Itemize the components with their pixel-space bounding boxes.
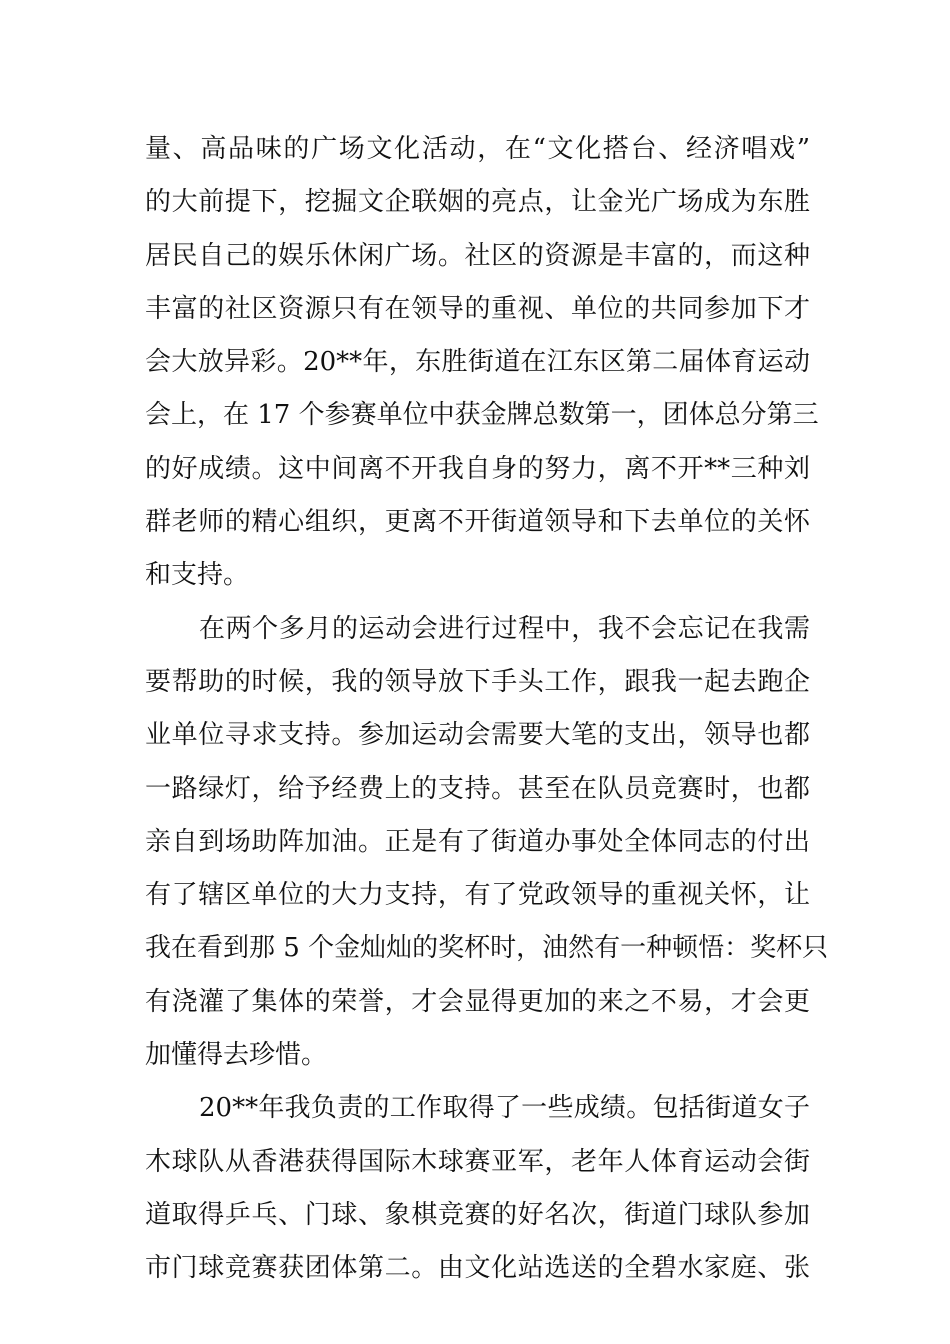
paragraph-first-line: 在两个多月的运动会进行过程中，我不会忘记在我需 — [199, 613, 810, 644]
text-line: 的大前提下，挖掘文企联姻的亮点，让金光广场成为东胜 — [145, 187, 810, 218]
text-line: 木球队从香港获得国际木球赛亚军，老年人体育运动会街 — [145, 1146, 810, 1177]
document-body — [145, 123, 829, 1296]
text-line: 市门球竞赛获团体第二。由文化站选送的全碧水家庭、张 — [145, 1253, 810, 1284]
text-line: 会大放异彩。20**年，东胜街道在江东区第二届体育运动 — [145, 347, 810, 378]
text-line: 会上，在 17 个参赛单位中获金牌总数第一，团体总分第三 — [145, 400, 819, 431]
text-line: 居民自己的娱乐休闲广场。社区的资源是丰富的，而这种 — [145, 240, 810, 271]
text-line: 业单位寻求支持。参加运动会需要大笔的支出，领导也都 — [145, 720, 810, 751]
text-line: 有浇灌了集体的荣誉，才会显得更加的来之不易，才会更 — [145, 986, 810, 1017]
text-line: 要帮助的时候，我的领导放下手头工作，跟我一起去跑企 — [145, 666, 810, 697]
text-line: 亲自到场助阵加油。正是有了街道办事处全体同志的付出 — [145, 826, 810, 857]
text-line: 量、高品味的广场文化活动，在“文化搭台、经济唱戏” — [145, 134, 810, 164]
text-line: 群老师的精心组织，更离不开街道领导和下去单位的关怀 — [145, 507, 810, 538]
text-line: 丰富的社区资源只有在领导的重视、单位的共同参加下才 — [145, 293, 810, 324]
text-line: 和支持。 — [145, 560, 250, 591]
paragraph-first-line: 20**年我负责的工作取得了一些成绩。包括街道女子 — [199, 1093, 810, 1124]
text-line: 道取得乒乓、门球、象棋竞赛的好名次，街道门球队参加 — [145, 1199, 810, 1230]
text-line: 一路绿灯，给予经费上的支持。甚至在队员竞赛时，也都 — [145, 773, 810, 804]
text-line: 加懂得去珍惜。 — [145, 1040, 328, 1071]
text-line: 我在看到那 5 个金灿灿的奖杯时，油然有一种顿悟：奖杯只 — [145, 933, 829, 964]
text-line: 有了辖区单位的大力支持，有了党政领导的重视关怀，让 — [145, 880, 810, 911]
text-line: 的好成绩。这中间离不开我自身的努力，离不开**三种刘 — [145, 453, 810, 484]
